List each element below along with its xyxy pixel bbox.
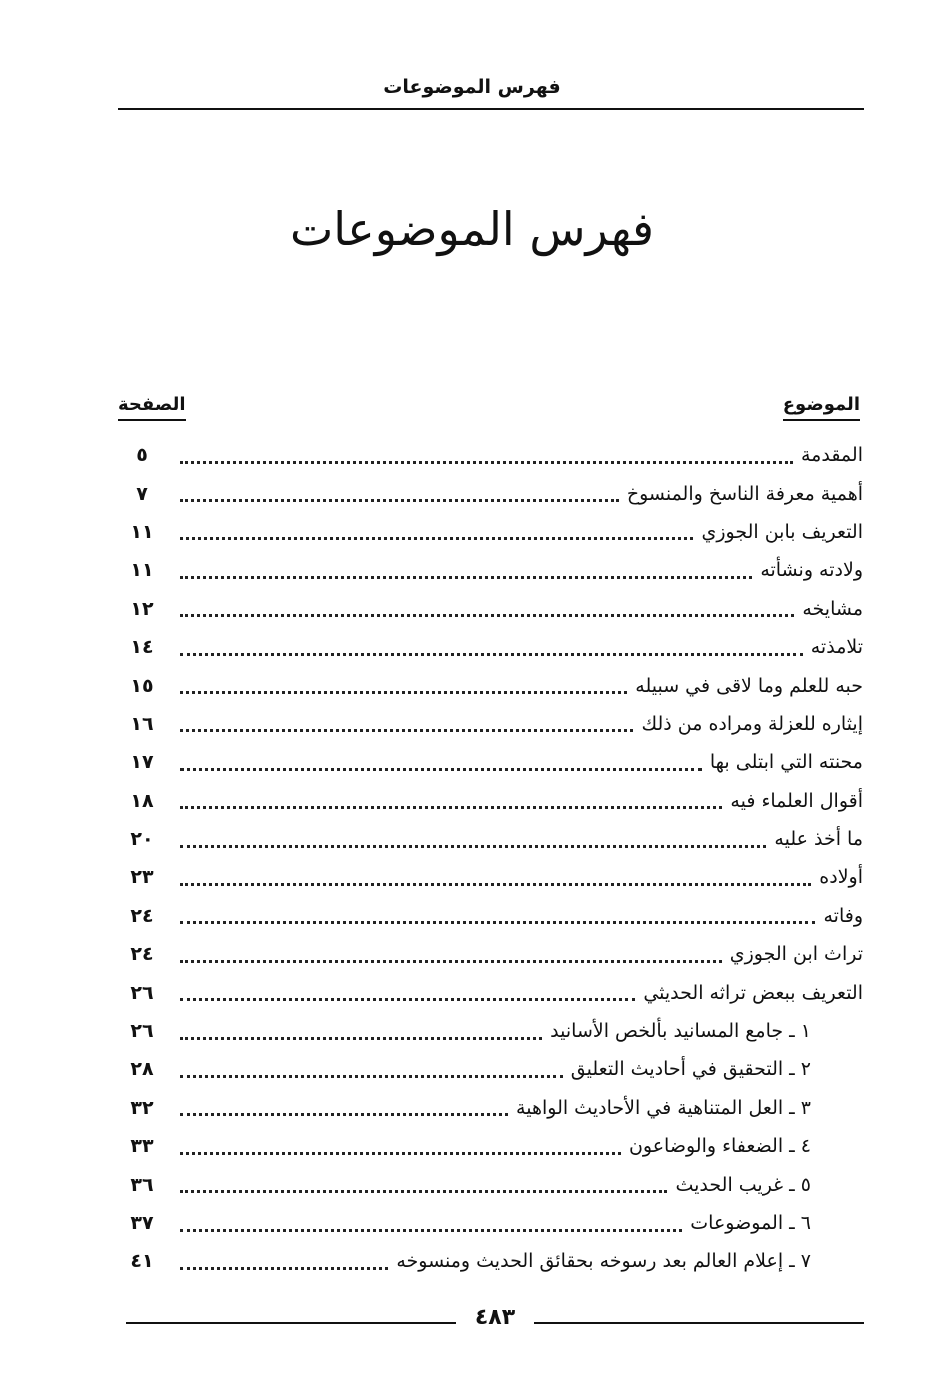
toc-entry-title: التعريف ببعض تراثه الحديثي — [643, 981, 863, 1004]
toc-entry-page: ١١ — [130, 520, 154, 543]
toc-entry-page: ٢٦ — [130, 1020, 154, 1043]
toc-entry-title: ولادته ونشأته — [760, 559, 863, 582]
toc-entry-page: ٤١ — [130, 1250, 154, 1273]
toc-entry-page: ٣٦ — [130, 1173, 154, 1196]
dot-leader — [180, 960, 722, 963]
toc-entry — [118, 1012, 863, 1050]
toc-entry-page: ١٤ — [130, 636, 154, 659]
dot-leader — [180, 806, 722, 809]
dot-leader — [180, 1190, 667, 1193]
page-number: ٤٨٣ — [474, 1305, 516, 1330]
dot-leader — [180, 614, 794, 617]
toc-entry-title: ٦ ـ الموضوعات — [690, 1212, 811, 1234]
dot-leader — [180, 1229, 682, 1232]
toc-entry-page: ٣٧ — [130, 1212, 154, 1234]
toc-entry-title: إيثاره للعزلة ومراده من ذلك — [641, 712, 863, 735]
dot-leader — [180, 1152, 621, 1155]
toc-entry-page: ٧ — [136, 482, 148, 505]
toc-entry — [118, 935, 863, 973]
toc-entry — [118, 513, 863, 551]
toc-entry-page: ١٧ — [130, 751, 154, 774]
toc-entry — [118, 1127, 863, 1165]
footer-rule-right — [534, 1322, 864, 1324]
toc-entry-page: ١٨ — [130, 789, 154, 812]
toc-entry — [118, 973, 863, 1011]
dot-leader — [180, 768, 702, 771]
toc-entry — [118, 705, 863, 743]
toc-entry-page: ١١ — [130, 559, 154, 582]
toc-entry-title: أهمية معرفة الناسخ والمنسوخ — [626, 482, 863, 505]
toc-entry-title: أقوال العلماء فيه — [730, 789, 863, 812]
toc-entry-page: ٢٦ — [130, 981, 154, 1004]
toc-entry-page: ١٢ — [130, 597, 154, 620]
dot-leader — [180, 1267, 388, 1270]
toc-entry-page: ٣٢ — [130, 1096, 154, 1119]
dot-leader — [180, 921, 815, 924]
toc-entry — [118, 858, 863, 896]
toc-entry — [118, 897, 863, 935]
toc-entry — [118, 628, 863, 666]
dot-leader — [180, 1075, 563, 1078]
toc-entry — [118, 1165, 863, 1203]
toc-entry-title: مشايخه — [802, 597, 863, 620]
dot-leader — [180, 653, 803, 656]
dot-leader — [180, 461, 793, 464]
running-header: فهرس الموضوعات — [383, 76, 561, 98]
dot-leader — [180, 576, 752, 579]
toc-entry-page: ٥ — [136, 444, 148, 467]
dot-leader — [180, 1037, 542, 1040]
toc-entry — [118, 551, 863, 589]
toc-entry — [118, 1242, 863, 1280]
toc-entry-title: ٧ ـ إعلام العالم بعد رسوخه بحقائق الحديث ومنسوخه — [396, 1250, 811, 1273]
toc-entry-title: المقدمة — [800, 444, 863, 467]
toc-entry — [118, 436, 863, 474]
header-rule — [118, 108, 864, 110]
dot-leader — [180, 729, 633, 732]
toc-entry-title: تراث ابن الجوزي — [729, 943, 863, 966]
toc-entry — [118, 474, 863, 512]
page-title: فهرس الموضوعات — [289, 202, 655, 256]
toc-entry-title: ٤ ـ الضعفاء والوضاعون — [628, 1135, 811, 1158]
toc-entry-page: ١٦ — [130, 712, 154, 735]
dot-leader — [180, 499, 619, 502]
toc-entry-page: ٢٨ — [130, 1058, 154, 1081]
toc-entry-page: ٢٠ — [130, 828, 154, 851]
dot-leader — [180, 691, 627, 694]
toc-entry-title: ٥ ـ غريب الحديث — [675, 1173, 811, 1196]
toc-entry — [118, 743, 863, 781]
toc-entry-title: حبه للعلم وما لاقى في سبيله — [635, 674, 863, 697]
toc-entry-page: ٣٣ — [130, 1135, 154, 1158]
toc-entry-page: ١٥ — [130, 674, 154, 697]
toc-entry-page: ٢٤ — [130, 943, 154, 966]
toc-entry — [118, 590, 863, 628]
toc-entry-title: أولاده — [819, 866, 863, 889]
toc-entry-title: ١ ـ جامع المسانيد بألخص الأسانيد — [550, 1020, 811, 1043]
toc-entry-title: تلامذته — [810, 636, 863, 659]
dot-leader — [180, 537, 693, 540]
dot-leader — [180, 845, 766, 848]
toc-entry-title: ٣ ـ العل المتناهية في الأحاديث الواهية — [516, 1096, 811, 1119]
toc-entry-page: ٢٤ — [130, 904, 154, 927]
toc-entry — [118, 1204, 863, 1242]
toc-entry-title: ٢ ـ التحقيق في أحاديث التعليق — [570, 1058, 811, 1081]
topic-column-header: الموضوع — [783, 394, 860, 421]
toc-entry — [118, 1050, 863, 1088]
toc-entry-title: ما أخذ عليه — [774, 828, 863, 851]
footer-rule-left — [126, 1322, 456, 1324]
dot-leader — [180, 998, 635, 1001]
toc-entry-title: التعريف بابن الجوزي — [701, 520, 863, 543]
toc-entry — [118, 1089, 863, 1127]
toc-entry — [118, 782, 863, 820]
toc-entry-page: ٢٣ — [130, 866, 154, 889]
dot-leader — [180, 1113, 508, 1116]
toc-entry — [118, 820, 863, 858]
page-column-header: الصفحة — [118, 394, 186, 421]
toc-entry-title: محنته التي ابتلى بها — [709, 751, 863, 774]
toc-entry-title: وفاته — [823, 904, 863, 927]
dot-leader — [180, 883, 811, 886]
toc-list — [118, 436, 863, 1281]
toc-entry — [118, 666, 863, 704]
